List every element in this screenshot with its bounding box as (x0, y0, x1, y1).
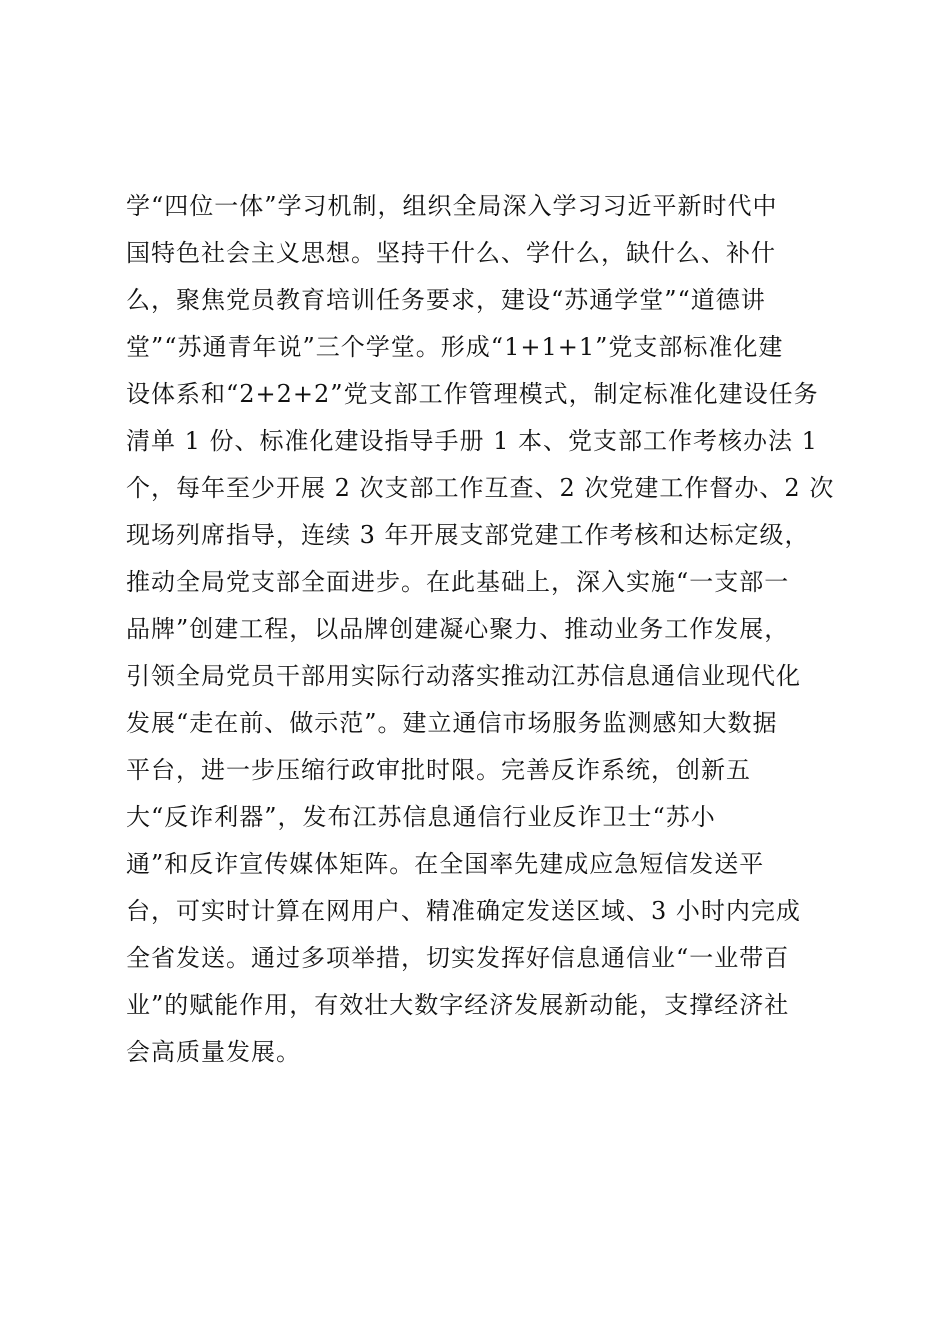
text-line: 清单 1 份、标准化建设指导手册 1 本、党支部工作考核办法 1 (126, 427, 818, 455)
text-line: 会高质量发展。 (126, 1038, 301, 1066)
text-line: 品牌”创建工程，以品牌创建凝心聚力、推动业务工作发展， (126, 615, 790, 643)
text-line: 大“反诈利器”，发布江苏信息通信行业反诈卫士“苏小 (126, 803, 716, 831)
text-line: 现场列席指导，连续 3 年开展支部党建工作考核和达标定级， (126, 521, 810, 549)
text-line: 推动全局党支部全面进步。在此基础上，深入实施“一支部一 (126, 568, 790, 596)
text-line: 台，可实时计算在网用户、精准确定发送区域、3 小时内完成 (126, 897, 801, 925)
text-line: 学“四位一体”学习机制，组织全局深入学习习近平新时代中 (126, 192, 778, 220)
text-line: 设体系和“2+2+2”党支部工作管理模式，制定标准化建设任务 (126, 380, 819, 408)
text-line: 个，每年至少开展 2 次支部工作互查、2 次党建工作督办、2 次 (126, 474, 835, 502)
text-line: 国特色社会主义思想。坚持干什么、学什么，缺什么、补什 (126, 239, 776, 267)
text-line: 通”和反诈宣传媒体矩阵。在全国率先建成应急短信发送平 (126, 850, 765, 878)
text-line: 么，聚焦党员教育培训任务要求，建设“苏通学堂”“道德讲 (126, 286, 766, 314)
text-line: 全省发送。通过多项举措，切实发挥好信息通信业“一业带百 (126, 944, 790, 972)
text-line: 堂”“苏通青年说”三个学堂。形成“1+1+1”党支部标准化建 (126, 333, 784, 361)
text-line: 业”的赋能作用，有效壮大数字经济发展新动能，支撑经济社 (126, 991, 790, 1019)
text-line: 引领全局党员干部用实际行动落实推动江苏信息通信业现代化 (126, 662, 801, 690)
body-paragraph (126, 183, 846, 1076)
text-line: 发展“走在前、做示范”。建立通信市场服务监测感知大数据 (126, 709, 778, 737)
text-line: 平台，进一步压缩行政审批时限。完善反诈系统，创新五 (126, 756, 751, 784)
